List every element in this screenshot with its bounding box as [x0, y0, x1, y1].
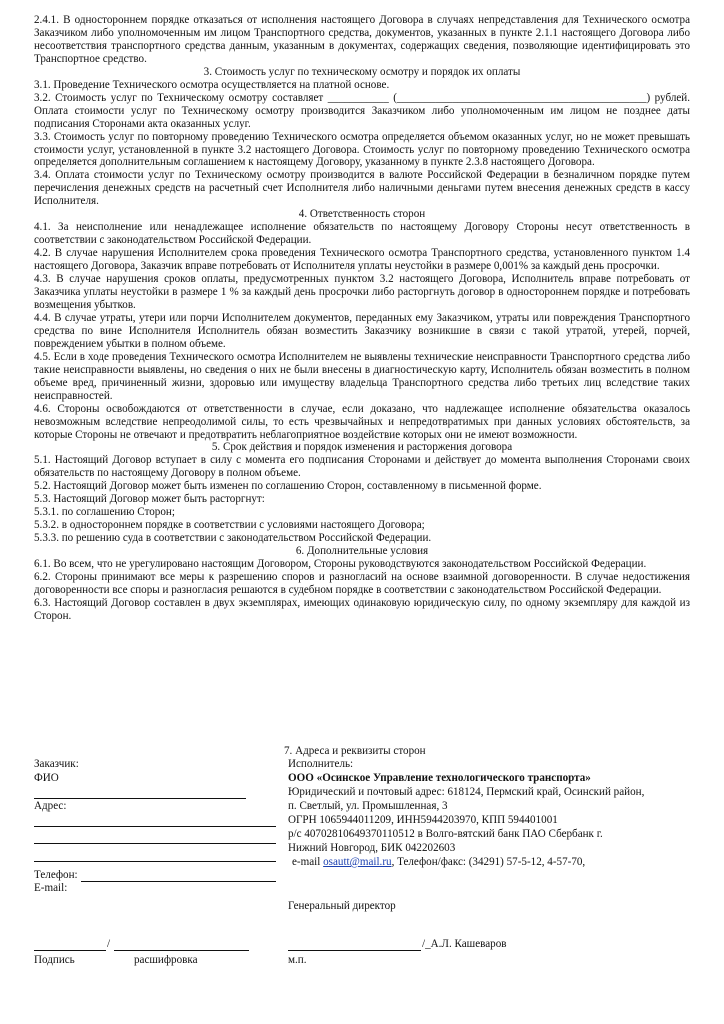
clause-3-3: 3.3. Стоимость услуг по повторному проведению Технического осмотра определяется объемом оказанных услуг, но не может превышать стоимости услуг, установленной в пункте 3.2 настоящего Договора. Стоимость услуг по повторному проведению Технического осмотра определяется дополнительным соглашением к настоящему Договору, указанному в пункте 2.3.8 настоящего Договора. [34, 130, 690, 169]
contractor-ogrn: ОГРН 1065944011209, ИНН5944203970, КПП 594401001 [288, 814, 558, 826]
section-5-title: 5. Срок действия и порядок изменения и расторжения договора [211, 441, 513, 454]
requisites-block [34, 745, 690, 1015]
clause-5-1: 5.1. Настоящий Договор вступает в силу с момента его подписания Сторонами и действует до момента выполнения Сторонами своих обязательств по настоящему Договору в полном объеме. [34, 454, 690, 480]
clause-6-2: 6.2. Стороны принимают все меры к разрешению споров и разногласий на основе взаимной договоренности. В случае недостижения договоренности все споры и разногласия решаются в судебном порядке в соответствии с законодательством Российской Федерации. [34, 570, 690, 596]
section-3-title: 3. Стоимость услуг по техническому осмотру и порядок их оплаты [203, 65, 521, 78]
clause-6-1: 6.1. Во всем, что не урегулировано настоящим Договором, Стороны руководствуются законодательством Российской Федерации. [34, 558, 647, 571]
contractor-address-line-2: п. Светлый, ул. Промышленная, 3 [288, 800, 448, 812]
clause-3-4: 3.4. Оплата стоимости услуг по Техническому осмотру производится в валюте Российской Федерации в безналичном порядке путем перечисления денежных средств на расчетный счет Исполнителя либо наличными деньгами путем внесения денежных средств в кассу Исполнителя. [34, 169, 690, 208]
contract-page [34, 14, 690, 623]
contractor-signer: /_А.Л. Кашеваров [422, 938, 507, 950]
clause-2-4-1: 2.4.1. В одностороннем порядке отказаться от исполнения настоящего Договора в случаях непредставления для Технического осмотра Заказчиком либо уполномоченным им лицом Транспортного средства, документов, указанных в пункте 2.1.1 настоящего Договора либо несоответствия транспортного средства данным, указанным в документах, содержащих сведения, позволяющие идентифицировать это Транспортное средство. [34, 14, 690, 65]
decryption-line [114, 950, 249, 951]
signature-caption: Подпись [34, 954, 75, 966]
clause-5-3-3: 5.3.3. по решению суда в соответствии с законодательством Российской Федерации. [34, 532, 432, 545]
signature-slash: / [107, 938, 111, 950]
clause-4-4: 4.4. В случае утраты, утери или порчи Исполнителем документов, переданных ему Заказчиком, утраты или повреждения Транспортного средства по вине Исполнителя Исполнитель обязан возместить Заказчику возникшие в связи с такой утратой, утерей, порчей, повреждением убытки в полном объеме. [34, 311, 690, 350]
address-line-2 [34, 843, 276, 844]
clause-4-2: 4.2. В случае нарушения Исполнителем срока проведения Технического осмотра Транспортного средства, установленного пунктом 1.4 настоящего Договора, Заказчик вправе потребовать от Исполнителя уплаты неустойки в размере 0,001% за каждый день просрочки. [34, 247, 690, 273]
contractor-label: Исполнитель: [288, 758, 354, 770]
phone-line [81, 881, 276, 882]
customer-fio-label: ФИО [34, 772, 59, 784]
address-line-1 [34, 826, 276, 827]
section-7-title: 7. Адреса и реквизиты сторон [284, 745, 426, 757]
contractor-account-line-1: р/с 40702810649370110512 в Волго-вятский банк ПАО Сбербанк г. [288, 828, 603, 840]
clause-5-2: 5.2. Настоящий Договор может быть изменен по соглашению Сторон, составленному в письменной форме. [34, 480, 542, 493]
decryption-caption: расшифровка [134, 954, 198, 966]
contractor-signature-line [288, 950, 421, 951]
customer-label: Заказчик: [34, 758, 79, 770]
contractor-name: ООО «Осинское Управление технологического транспорта» [288, 772, 591, 784]
customer-email-label: E-mail: [34, 882, 68, 894]
email-prefix: e-mail [292, 856, 324, 868]
email-link[interactable]: osautt@mail.ru [323, 856, 392, 868]
contractor-contacts [292, 856, 585, 869]
contractor-position: Генеральный директор [288, 900, 396, 912]
stamp-caption: м.п. [288, 954, 307, 966]
clause-5-3: 5.3. Настоящий Договор может быть расторгнут: [34, 493, 265, 506]
customer-address-label: Адрес: [34, 800, 67, 812]
contractor-account-line-2: Нижний Новгород, БИК 042202603 [288, 842, 456, 854]
clause-6-3: 6.3. Настоящий Договор составлен в двух экземплярах, имеющих одинаковую юридическую силу, по одному экземпляру для каждой из Сторон. [34, 596, 690, 622]
signature-line [34, 950, 106, 951]
section-4-title: 4. Ответственность сторон [298, 208, 426, 221]
clause-5-3-2: 5.3.2. в одностороннем порядке в соответствии с условиями настоящего Договора; [34, 519, 425, 532]
clause-4-5: 4.5. Если в ходе проведения Технического осмотра Исполнителем не выявлены технические неисправности Транспортного средства либо такие неисправности выявлены, но сведения о них не были внесены в диагностическую карту, Исполнитель обязан возместить в полном объеме вред, причиненный жизни, здоровью или имуществу владельца Транспортного средства либо третьих лиц вследствие таких неисправностей. [34, 350, 690, 402]
clause-4-3: 4.3. В случае нарушения сроков оплаты, предусмотренных пунктом 3.2 настоящего Договора, Исполнитель вправе потребовать от Заказчика уплаты неустойки в размере 1 % за каждый день просрочки либо расторгнуть договор в одностороннем порядке и потребовать возмещения убытков. [34, 273, 690, 311]
contacts-suffix: , Телефон/факс: (34291) 57-5-12, 4-57-70, [391, 856, 586, 868]
clause-4-6: 4.6. Стороны освобождаются от ответственности в случае, если доказано, что надлежащее исполнение обязательства оказалось невозможным вследствие непреодолимой силы, то есть чрезвычайных и непредотвратимых при данных условиях обстоятельств, за которые Стороны не отвечают и предотвратить неблагоприятное воздействие которых они не имеют возможности. [34, 402, 690, 441]
fio-line [34, 798, 246, 799]
clause-3-1: 3.1. Проведение Технического осмотра осуществляется на платной основе. [34, 78, 390, 91]
clause-5-3-1: 5.3.1. по соглашению Сторон; [34, 506, 175, 519]
section-6-title: 6. Дополнительные условия [295, 545, 429, 558]
clause-3-2: 3.2. Стоимость услуг по Техническому осмотру составляет ___________ (_____________________________________________) рублей. Оплата стоимости услуг по Техническому осмотру производится Заказчиком либо уполномоченным им лицом не позднее даты подписания Сторонами акта оказанных услуг. [34, 91, 690, 130]
contractor-address-line-1: Юридический и почтовый адрес: 618124, Пермский край, Осинский район, [288, 786, 645, 798]
clause-4-1: 4.1. За неисполнение или ненадлежащее исполнение обязательств по настоящему Договору Стороны несут ответственность в соответствии с законодательством Российской Федерации. [34, 221, 690, 247]
customer-phone-label: Телефон: [34, 869, 78, 881]
address-line-3 [34, 861, 276, 862]
